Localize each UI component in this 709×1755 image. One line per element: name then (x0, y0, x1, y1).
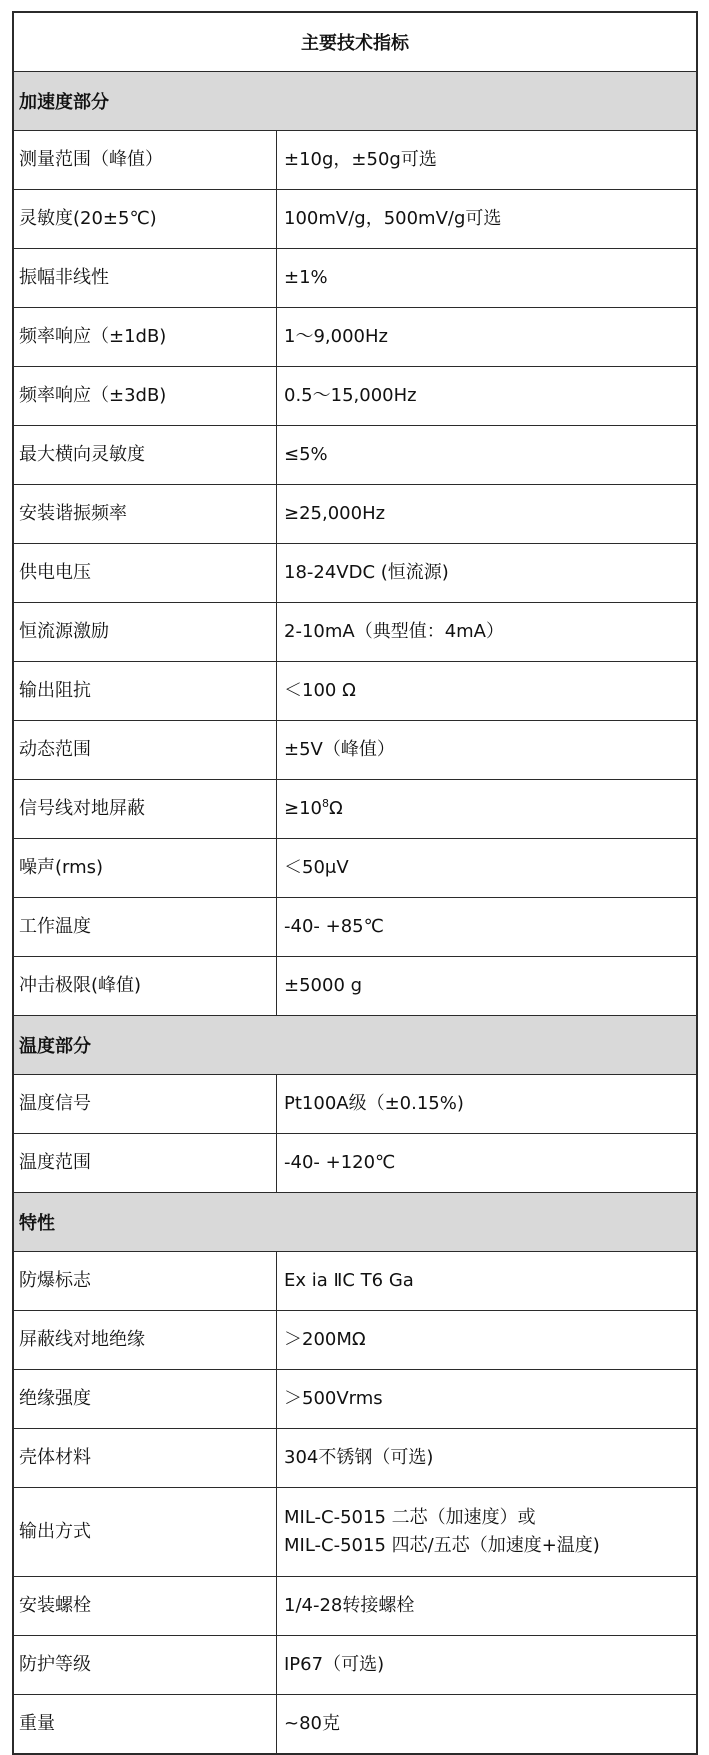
row-value-line: MIL-C-5015 四芯/五芯（加速度+温度) (284, 1535, 600, 1556)
table-row (14, 1251, 696, 1310)
row-label: 测量范围（峰值） (14, 131, 277, 189)
row-value (277, 603, 696, 661)
row-value-text: 1～9,000Hz (284, 326, 388, 347)
row-value (277, 1252, 696, 1310)
row-value (277, 1577, 696, 1635)
row-value (277, 839, 696, 897)
value-base: ≥10 (284, 798, 322, 819)
spec-table (12, 11, 698, 1755)
row-value (277, 131, 696, 189)
table-row (14, 307, 696, 366)
table-row (14, 1310, 696, 1369)
row-value (277, 1134, 696, 1192)
row-value (277, 898, 696, 956)
table-row (14, 484, 696, 543)
row-value-text: 2-10mA（典型值：4mA） (284, 621, 504, 642)
row-value-text: IP67（可选) (284, 1654, 385, 1675)
table-row (14, 838, 696, 897)
row-label: 工作温度 (14, 898, 277, 956)
table-row (14, 189, 696, 248)
row-value-text: -40- +85℃ (284, 916, 384, 937)
section-heading-temperature (14, 1015, 696, 1074)
row-value (277, 1429, 696, 1487)
table-row (14, 1369, 696, 1428)
row-label: 噪声(rms) (14, 839, 277, 897)
row-value (277, 957, 696, 1015)
row-value-text: Ex ia ⅡC T6 Ga (284, 1270, 414, 1291)
row-label: 屏蔽线对地绝缘 (14, 1311, 277, 1369)
value-exponent: 8 (322, 797, 329, 810)
table-row (14, 720, 696, 779)
table-row (14, 897, 696, 956)
row-label: 防爆标志 (14, 1252, 277, 1310)
row-label: 温度范围 (14, 1134, 277, 1192)
table-row (14, 1576, 696, 1635)
row-value (277, 190, 696, 248)
row-label: 最大横向灵敏度 (14, 426, 277, 484)
row-value (277, 1370, 696, 1428)
table-row (14, 1074, 696, 1133)
row-value (277, 1695, 696, 1753)
table-row (14, 661, 696, 720)
table-row (14, 1694, 696, 1753)
row-value (277, 1075, 696, 1133)
row-value (277, 485, 696, 543)
section-heading-text: 温度部分 (19, 1036, 91, 1057)
table-row (14, 602, 696, 661)
row-label: 动态范围 (14, 721, 277, 779)
row-label: 安装谐振频率 (14, 485, 277, 543)
row-value-text: 1/4-28转接螺栓 (284, 1595, 415, 1616)
row-label: 恒流源激励 (14, 603, 277, 661)
row-value (277, 721, 696, 779)
row-value-text (284, 795, 343, 823)
row-value (277, 780, 696, 838)
row-value-text: 0.5～15,000Hz (284, 385, 417, 406)
row-value-text: ≤5% (284, 444, 328, 465)
row-label: 振幅非线性 (14, 249, 277, 307)
row-value-text: ＜50μV (284, 857, 349, 878)
row-label: 安装螺栓 (14, 1577, 277, 1635)
row-label: 温度信号 (14, 1075, 277, 1133)
row-label: 信号线对地屏蔽 (14, 780, 277, 838)
row-label: 频率响应（±3dB) (14, 367, 277, 425)
table-title-text: 主要技术指标 (301, 33, 409, 54)
row-value (277, 1311, 696, 1369)
table-row (14, 366, 696, 425)
row-value-text: ±5000 g (284, 975, 363, 996)
section-heading-text: 特性 (19, 1213, 55, 1234)
table-row (14, 248, 696, 307)
row-value-text: ~80克 (284, 1713, 340, 1734)
row-value-text: 304不锈钢（可选) (284, 1447, 434, 1468)
table-row (14, 130, 696, 189)
table-row (14, 1133, 696, 1192)
row-value (277, 308, 696, 366)
table-row (14, 543, 696, 602)
section-heading-characteristics (14, 1192, 696, 1251)
row-value-text: ±10g，±50g可选 (284, 149, 437, 170)
row-label: 冲击极限(峰值) (14, 957, 277, 1015)
row-value-line: MIL-C-5015 二芯（加速度）或 (284, 1507, 536, 1528)
value-unit: Ω (329, 798, 343, 819)
row-label: 防护等级 (14, 1636, 277, 1694)
table-row (14, 1428, 696, 1487)
table-row (14, 779, 696, 838)
row-label: 输出方式 (14, 1488, 277, 1576)
row-label: 输出阻抗 (14, 662, 277, 720)
row-value-text: 100mV/g，500mV/g可选 (284, 208, 502, 229)
table-row (14, 425, 696, 484)
section-heading-text: 加速度部分 (19, 92, 109, 113)
row-label: 灵敏度(20±5℃) (14, 190, 277, 248)
row-value (277, 249, 696, 307)
row-label: 绝缘强度 (14, 1370, 277, 1428)
row-value (277, 1636, 696, 1694)
row-value-text: ±5V（峰值） (284, 739, 395, 760)
row-label: 重量 (14, 1695, 277, 1753)
table-title (14, 13, 696, 71)
row-value-text: ±1% (284, 267, 328, 288)
row-label: 壳体材料 (14, 1429, 277, 1487)
row-value-text: ＞500Vrms (284, 1388, 383, 1409)
row-value-text: ≥25,000Hz (284, 503, 386, 524)
row-label: 供电电压 (14, 544, 277, 602)
row-value (277, 1488, 696, 1576)
section-heading-acceleration (14, 71, 696, 130)
table-row (14, 956, 696, 1015)
table-row (14, 1635, 696, 1694)
row-value (277, 426, 696, 484)
row-value-text: Pt100A级（±0.15%) (284, 1093, 464, 1114)
row-value-text: ＜100 Ω (284, 680, 356, 701)
row-value-text: ＞200MΩ (284, 1329, 366, 1350)
row-value (277, 544, 696, 602)
table-row (14, 1487, 696, 1576)
row-value-text: 18-24VDC (恒流源) (284, 562, 449, 583)
row-value (277, 367, 696, 425)
row-label: 频率响应（±1dB) (14, 308, 277, 366)
row-value-text: -40- +120℃ (284, 1152, 396, 1173)
row-value (277, 662, 696, 720)
